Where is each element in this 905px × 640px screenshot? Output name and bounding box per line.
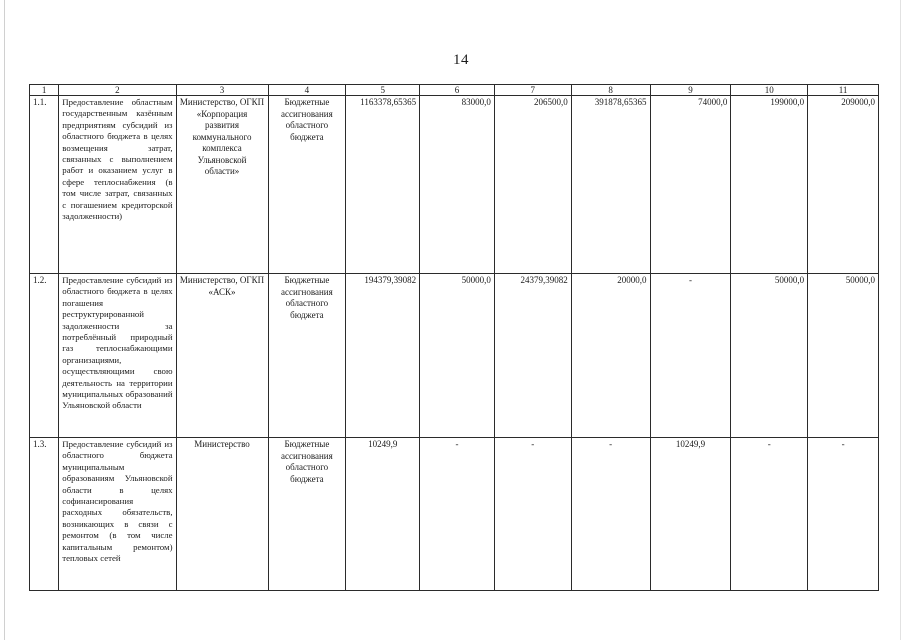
- header-cell: 3: [176, 85, 268, 96]
- row-year-value: 50000,0: [808, 274, 879, 438]
- row-year-value: 24379,39082: [494, 274, 571, 438]
- row-description: Предоставление областным государственным казённым предприятиям субсидий из областного бюджета в целях возмещения затрат, связанных с выполнением работ и оказанием услуг в сфере теплоснабжения (в том числе затрат, связанных с погашением кредиторской задолженности): [59, 96, 176, 274]
- header-cell: 8: [571, 85, 650, 96]
- row-executor: Министерство, ОГКП «АСК»: [176, 274, 268, 438]
- row-year-value: 199000,0: [731, 96, 808, 274]
- header-cell: 4: [268, 85, 346, 96]
- budget-table: [29, 84, 879, 591]
- row-year-value: -: [731, 438, 808, 591]
- row-total: 194379,39082: [346, 274, 420, 438]
- row-executor: Министерство: [176, 438, 268, 591]
- row-year-value: -: [420, 438, 495, 591]
- header-row: [30, 85, 879, 96]
- page-edge-right: [900, 0, 901, 640]
- header-cell: 7: [494, 85, 571, 96]
- row-funding-source: Бюджетные ассигнования областного бюджета: [268, 274, 346, 438]
- row-year-value: -: [494, 438, 571, 591]
- table-row: [30, 438, 879, 591]
- row-executor: Министерство, ОГКП «Корпорация развития коммунального комплекса Ульяновской области»: [176, 96, 268, 274]
- header-cell: 11: [808, 85, 879, 96]
- row-number: 1.2.: [30, 274, 59, 438]
- row-year-value: 10249,9: [650, 438, 731, 591]
- row-number: 1.3.: [30, 438, 59, 591]
- row-description: Предоставление субсидий из областного бюджета муниципальным образованиям Ульяновской области в целях софинансирования расходных обязательств, возникающих в связи с ремонтом (в том числе капитальным ремонтом) тепловых сетей: [59, 438, 176, 591]
- header-cell: 1: [30, 85, 59, 96]
- row-year-value: 391878,65365: [571, 96, 650, 274]
- row-year-value: -: [808, 438, 879, 591]
- header-cell: 6: [420, 85, 495, 96]
- row-total: 1163378,65365: [346, 96, 420, 274]
- row-year-value: 50000,0: [731, 274, 808, 438]
- page-edge-left: [4, 0, 5, 640]
- row-funding-source: Бюджетные ассигнования областного бюджета: [268, 96, 346, 274]
- row-year-value: 83000,0: [420, 96, 495, 274]
- row-total: 10249,9: [346, 438, 420, 591]
- row-year-value: 206500,0: [494, 96, 571, 274]
- header-cell: 10: [731, 85, 808, 96]
- row-year-value: -: [571, 438, 650, 591]
- row-funding-source: Бюджетные ассигнования областного бюджета: [268, 438, 346, 591]
- header-cell: 2: [59, 85, 176, 96]
- header-cell: 5: [346, 85, 420, 96]
- row-number: 1.1.: [30, 96, 59, 274]
- row-year-value: 209000,0: [808, 96, 879, 274]
- row-year-value: 50000,0: [420, 274, 495, 438]
- row-description: Предоставление субсидий из областного бюджета в целях погашения реструктурированной задолженности за потреблённый природный газ теплоснабжающими организациями, осуществляющими свою деятельность на территории муниципальных образований Ульяновской области: [59, 274, 176, 438]
- header-cell: 9: [650, 85, 731, 96]
- row-year-value: 74000,0: [650, 96, 731, 274]
- table-row: [30, 274, 879, 438]
- page-number: 14: [453, 52, 469, 68]
- table-row: [30, 96, 879, 274]
- row-year-value: -: [650, 274, 731, 438]
- row-year-value: 20000,0: [571, 274, 650, 438]
